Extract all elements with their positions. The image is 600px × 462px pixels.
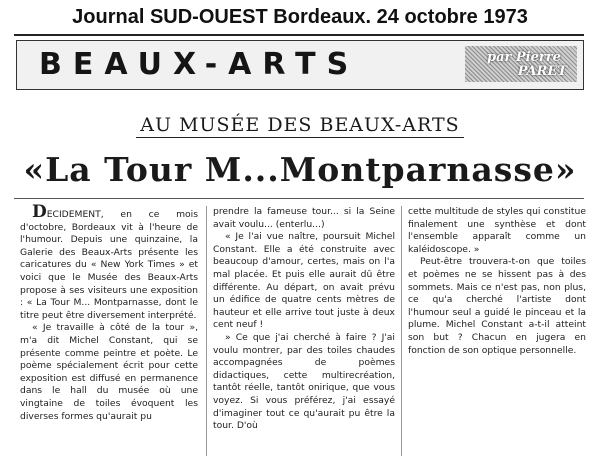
- top-rule: [14, 34, 584, 36]
- subhead-text: AU MUSÉE DES BEAUX-ARTS: [136, 114, 463, 138]
- section-title: BEAUX-ARTS: [39, 47, 360, 82]
- section-banner: [16, 40, 584, 90]
- column2-paragraph-1: prendre la fameuse tour... si la Seine avait voulu... (enterlu...): [213, 206, 395, 230]
- byline-author: PARET: [517, 64, 567, 79]
- column3-paragraph-1: cette multitude de styles qui constitue finalement une synthèse et dont l'ensemble apparaît comme un kaléidoscope. »: [408, 206, 586, 255]
- headline-rule: [14, 198, 584, 199]
- column-divider: [401, 206, 402, 456]
- column2-paragraph-3: » Ce que j'ai cherché à faire ? J'ai voulu montrer, par des toiles chaudes accompagnées de poèmes didactiques, cette multirecréation, tantôt réelle, tantôt onirique, que vous voyez. Si vous préférez, j'ai essayé d'imaginer tout ce qu'aurait pu être la tour. D'où: [213, 331, 395, 432]
- article-column-1: [20, 202, 198, 423]
- article-subhead: [0, 114, 600, 136]
- article-column-2: [213, 206, 395, 433]
- byline-prefix: par Pierre: [487, 50, 561, 65]
- article-headline: «La Tour M...Montparnasse»: [23, 150, 577, 189]
- article-column-3: [408, 206, 586, 357]
- column1-paragraph-2: « Je travaille à côté de la tour », m'a dit Michel Constant, qui se présente comme peintre et poète. Le poème spécialement écrit pour cette exposition est diffusé en permanence dans le hall du musée où une vingtaine de toiles évoquent les diverses formes qu'aurait pu: [20, 322, 198, 422]
- column1-paragraph-1: [20, 202, 198, 322]
- author-byline: [465, 46, 577, 82]
- column2-paragraph-2: « Je l'ai vue naître, poursuit Michel Constant. Elle a été construite avec beaucoup d'amour, certes, mais on l'a mal placée. Et puis elle aurait dû être différente. Au départ, on avait prévu un édifice de quatre cents mètres de hauteur et elle arrive tout juste à deux cent neuf !: [213, 231, 395, 331]
- document-caption: Journal SUD-OUEST Bordeaux. 24 octobre 1973: [72, 6, 528, 28]
- column1-p1-text: ECIDEMENT, en ce mois d'octobre, Bordeaux vit à l'heure de l'humour. Depuis une quinzaine, la Galerie des Beaux-Arts présente les caricatures du « New York Times » et voici que le Musée des Beaux-Arts propose à ses visiteurs une exposition : « La Tour M... Montparnasse, dont le titre peut être diversement interprété.: [20, 209, 198, 321]
- column-divider: [206, 206, 207, 456]
- drop-cap: D: [32, 202, 47, 222]
- column3-paragraph-2: Peut-être trouvera-t-on que toiles et poèmes ne se hissent pas à des sommets. Mais ce n'est pas, non plus, ce qu'a cherché l'artiste dont l'humour seul a guidé le pinceau et la plume. Michel Constant a-t-il atteint son but ? Chacun en jugera en fonction de son optique personnelle.: [408, 256, 586, 356]
